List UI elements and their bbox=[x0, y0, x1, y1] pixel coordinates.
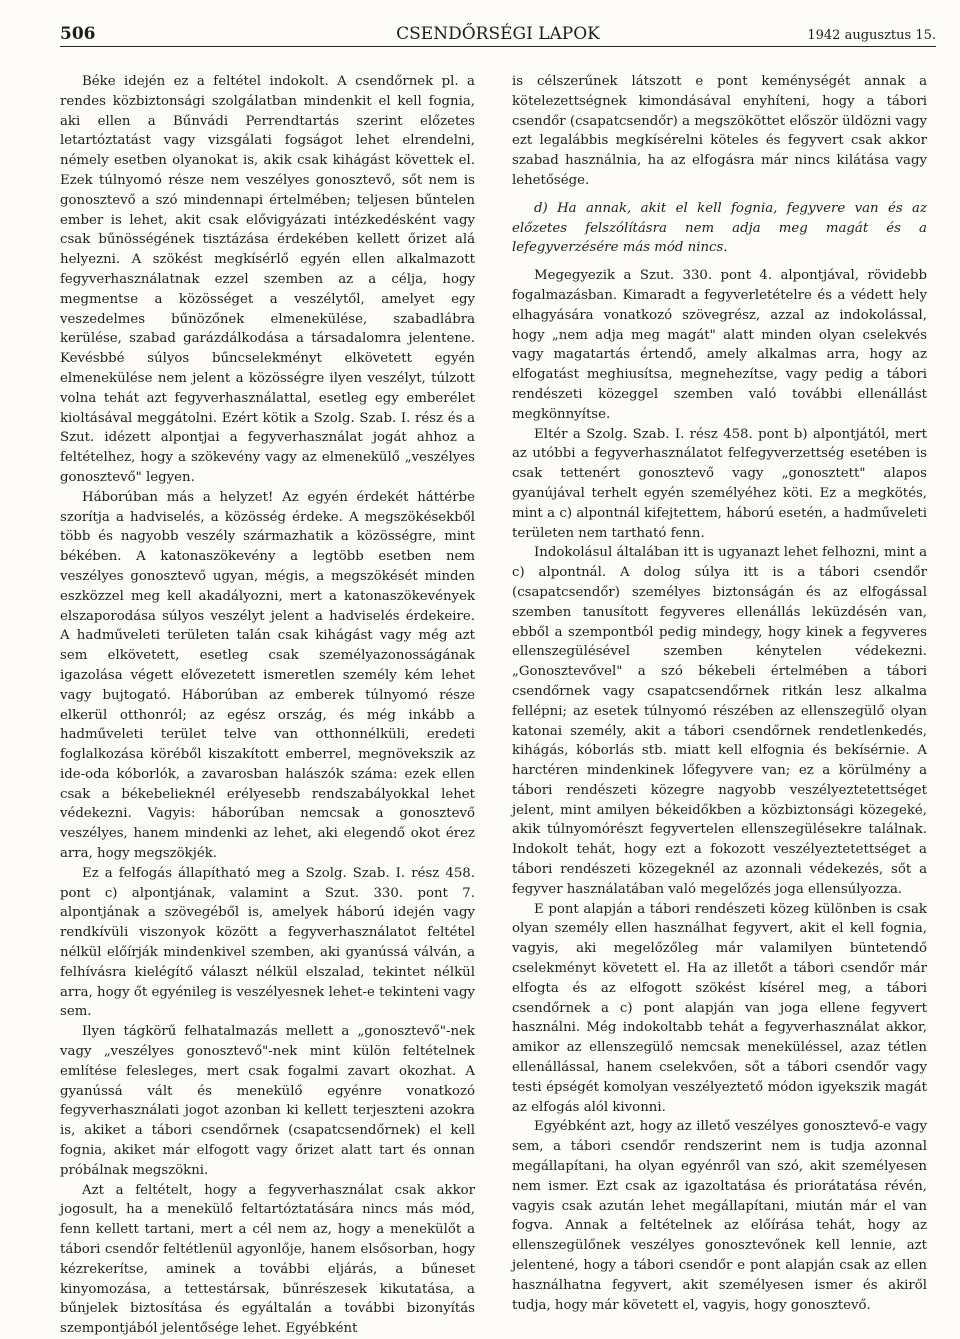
paragraph: Ilyen tágkörű felhatalmazás mellett a „gonosztevő"-nek vagy „veszélyes gonosztevő"-nek mint külön feltételnek említése felesleges, mert csak fogalmi zavart okozhat. A gyanússá vált és menekülő egyénre vonatkozó fegyverhasználati jogot azonban ki kellett terjeszteni azokra is, akiket a tábori csendőrnek (csapatcsendőrnek) el kell fognia, akiket már elfogott vagy őrizet alatt tart és onnan próbálnak megszökni. bbox=[60, 1024, 475, 1178]
issue-date: 1942 augusztus 15. bbox=[807, 28, 936, 43]
page-number: 506 bbox=[60, 24, 96, 44]
paragraph: Eltér a Szolg. Szab. I. rész 458. pont b) alpontjától, mert az utóbbi a fegyverhasználatot felfegyverzettség esetében is csak tettenért gonosztevő vagy „gonosztett" alapos gyanújával terhelt egyén személyéhez köti. Ez a megkötés, mint a c) alpontnál kifejtettem, háború esetén, a hadműveleti területen nem tartható fenn. bbox=[512, 426, 927, 541]
paragraph: is célszerűnek látszott e pont keménységét annak a kötelezettségnek kimondásával enyhíteni, hogy a tábori csendőr (csapatcsendőr) a megszököttet először üldözni vagy ezt legalábbis megkísérelni köteles és fegyvert csak akkor szabad használnia, ha az elfogásra már nincs kilátása vagy lehetősége. bbox=[512, 74, 927, 188]
journal-title: CSENDŐRSÉGI LAPOK bbox=[396, 24, 600, 44]
page-header bbox=[60, 20, 936, 47]
paragraph: Ez a felfogás állapítható meg a Szolg. Szab. I. rész 458. pont c) alpontjának, valamint a Szut. 330. pont 7. alpontjának a szövegéből is, amelyek háború idején vagy rendkívüli viszonyok között a fegyverhasználatot feltétel nélkül előírják mindenkivel szemben, aki gyanússá válván, a felhívásra kielégítő választ nélkül elszalad, tekintet nélkül arra, hogy őt egyénileg is veszélyesnek lehet-e tekinteni vagy sem. bbox=[60, 865, 475, 1020]
paragraph: E pont alapján a tábori rendészeti közeg különben is csak olyan személy ellen használhat fegyvert, akit el kell fognia, vagyis, aki megelőzőleg már valamilyen büntetendő cselekményt követett el. Ha az illetőt a tábori csendőr már elfogta és az elfogott szökést kísérel meg, a tábori csendőrnek a c) pont alapján van joga ellene fegyvert használni. Még indokoltabb tehát a fegyverhasználat akkor, amikor az ellenszegülő nemcsak meneküléssel, azaz tétlen ellenállással, hanem cselekvően, sőt a tábori csendőr vagy testi épségét komolyan veszélyeztető módon igyekszik magát az elfogás alól kivonni. bbox=[512, 901, 927, 1115]
paragraph: Azt a feltételt, hogy a fegyverhasználat csak akkor jogosult, ha a menekülő feltartóztatására nincs más mód, fenn kellett tartani, mert a cél nem az, hogy a menekülőt a tábori csendőr feltétlenül agyonlője, hanem elsősorban, hogy kézrekerítse, aminek a további eljárás, a bűneset kinyomozása, a tettestársak, bűnrészesek kikutatása, a bűnjelek biztosítása és egyáltalán a további bizonyítás szempontjából jelentősége lehet. Egyébként bbox=[60, 1182, 475, 1337]
left-column bbox=[60, 72, 475, 1339]
paragraph: Indokolásul általában itt is ugyanazt lehet felhozni, mint a c) alpontnál. A dolog súlya itt is a tábori csendőr (csapatcsendőr) személyes biztonságán és az elfogással szemben tanusított fegyveres ellenállás leküzdésén van, ebből a szempontból pedig mindegy, hogy kinek a fegyveres ellenszegülésével szemben kénytelen védekezni. „Gonosztevővel" a szó békebeli értelmében a tábori csendőrnek vagy csapatcsendőrnek ritkán lesz alkalma fellépni; az esetek túlnyomó részében az ellenszegülő olyan katonai személy, akit a tábori csendőrnek rendetlenkedés, kihágás, kóborlás stb. miatt kell elfognia és bekísérnie. A harctéren mindenkinek lőfegyvere van; ez a körülmény a tábori rendészeti közegre nagyobb veszélyeztetettséget jelent, mint amilyen békeidőkben a közbiztonsági közegeké, akik túlnyomórészt fegyvertelen ellenszegülésekre találnak. Indokolt tehát, hogy ezt a fokozott veszélyeztetettséget a tábori rendészeti közegeknél az azonnali védekezés, sőt a fegyver használatában való megelőzés joga ellensúlyozza. bbox=[512, 545, 927, 897]
paragraph: Megegyezik a Szut. 330. pont 4. alpontjával, rövidebb fogalmazásban. Kimaradt a fegyverletételre és a védett hely elhagyására vonatkozó szövegrész, azzal az indokolással, hogy „nem adja meg magát" alatt minden olyan cselekvés vagy magatartás értendő, amely alkalmas arra, hogy az elfogatást meghiusítsa, megnehezítse, vagy pedig a tábori rendészeti közeggel szemben való további ellenállást megkönnyítse. bbox=[512, 268, 927, 422]
right-column bbox=[512, 72, 927, 1315]
subsection-heading: d) Ha annak, akit el kell fognia, fegyvere van és az előzetes felszólításra nem adja meg magát és a lefegyverzésére más mód nincs. bbox=[512, 200, 927, 256]
paragraph: Háborúban más a helyzet! Az egyén érdekét háttérbe szorítja a hadviselés, a közösség érdeke. A megszökésekből több és nagyobb veszély származhatik a közösségre, mint békében. A katonaszökevény a legtöbb esetben nem veszélyes gonosztevő ugyan, mégis, a megszökését minden eszközzel meg kell akadályozni, mert a katonaszökevények elszaporodása súlyos veszélyt jelent a hadviselés érdekeire. A hadműveleti területen talán csak kihágást vagy még azt sem elkövetett, esetleg csak személyazonosságának igazolása végett elővezetett ismeretlen személy kém lehet vagy bujtogató. Háborúban az emberek túlnyomó része elkerül otthonról; az egész ország, és még inkább a hadműveleti terület telve van otthonnélküli, eredeti foglalkozása köréből kiszakított emberrel, megnövekszik az ide-oda kóborlók, a zavarosban halászók száma: ezek ellen csak a békebelieknél erélyesebb rendszabályokkal lehet védekezni. Vagyis: háborúban nemcsak a gonosztevő veszélyes, hanem mindenki az lehet, aki elegendő okot érez arra, hogy megszökjék. bbox=[60, 489, 475, 862]
paragraph: Egyébként azt, hogy az illető veszélyes gonosztevő-e vagy sem, a tábori csendőr rendszerint nem is tudja azonnal megállapítani, ha olyan egyénről van szó, akit személyesen nem ismer. Ezt csak az igazoltatása és priorátatása révén, vagyis csak azután lehet megállapítani, miután már el van fogva. Annak a feltételnek az előírása tehát, hogy az ellenszegülőnek veszélyes gonosztevőnek kell lennie, azt jelentené, hogy a tábori csendőr e pont alapján csak az ellen használhatna fegyvert, akit személyesen ismer és akiről tudja, hogy már követett el, vagyis, hogy gonosztevő. bbox=[512, 1119, 927, 1313]
paragraph: Béke idején ez a feltétel indokolt. A csendőrnek pl. a rendes közbiztonsági szolgálatban mindenkit el kell fognia, aki ellen a Bűnvádi Perrendtartás szerint előzetes letartóztatást vagy vizsgálati fogságot lehet elrendelni, némely esetben olyanokat is, akik csak kihágást követtek el. Ezek túlnyomó része nem veszélyes gonosztevő, sőt nem is gonosztevő a szó mindennapi értelmében; teljesen bűntelen ember is lehet, akit csak elővigyázati intézkedésként vagy csak bűnösségének tisztázása érdekében kellett őrizet alá helyezni. A szökést megkísérlő egyén ellen alkalmazott fegyverhasználatnak ezzel szemben az a célja, hogy megmentse a közösséget a veszélytől, amelyet egy veszedelmes bűnözőnek elmenekülése, szabadlábra kerülése, szabad garázdálkodása a társadalomra jelentene. Kevésbbé súlyos bűncselekményt elkövetett egyén elmenekülése nem jelent a közösségre ilyen veszélyt, túlzott volna tehát azt fegyverhasználattal, esetleg egy emberélet kioltásával meggátolni. Ezért kötik a Szolg. Szab. I. rész és a Szut. idézett alpontjai a fegyverhasználat jogát ahhoz a feltételhez, hogy a szökevény vagy az elmenekülő „veszélyes gonosztevő" legyen. bbox=[60, 74, 475, 485]
